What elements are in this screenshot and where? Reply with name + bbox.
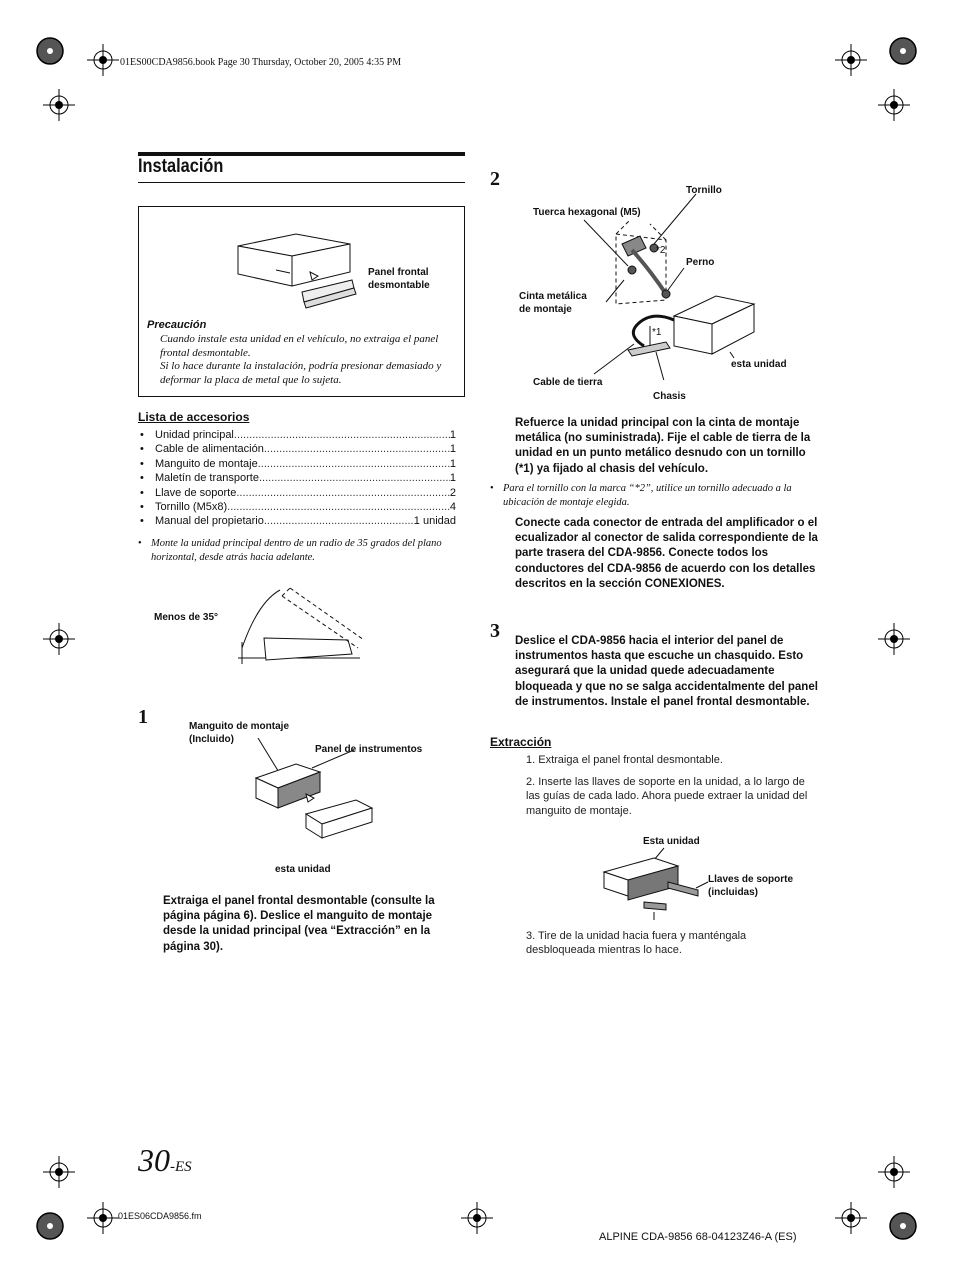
accessory-item bbox=[140, 457, 456, 471]
accessories-heading: Lista de accesorios bbox=[138, 410, 250, 424]
step-2-number: 2 bbox=[490, 168, 500, 190]
step-3-text: Deslice el CDA-9856 hacia el interior del panel de instrumentos hasta que escuche un chasquido. Esto asegurará que la unidad quede adecuadamente bloqueada y que no se salga accidentalmente del panel de instrumentos. Instale el panel frontal desmontable. bbox=[515, 635, 818, 708]
step-2-note: • Para el tornillo con la marca “*2”, utilice un tornillo adecuado a la ubicación de montaje elegida. bbox=[490, 483, 792, 508]
accessory-qty: 1 unidad bbox=[413, 515, 456, 528]
leader-dots bbox=[258, 457, 450, 471]
extraction-heading: Extracción bbox=[490, 735, 552, 749]
leader-dots bbox=[227, 500, 450, 514]
file-name: 01ES06CDA9856.fm bbox=[118, 1211, 202, 1221]
leader-dots bbox=[264, 442, 450, 456]
accessory-name: Manguito de montaje bbox=[155, 457, 258, 470]
accessory-name: Llave de soporte bbox=[155, 486, 237, 499]
accessory-item bbox=[140, 442, 456, 456]
precaution-text: Cuando instale esta unidad en el vehículo, no extraiga el panel frontal desmontable. Si lo hace durante la instalación, podría presionar demasiado y deformar la placa de metal que lo sujeta. bbox=[160, 333, 442, 386]
strap-label: Cinta metálica de montaje bbox=[519, 291, 587, 315]
accessory-qty: 1 bbox=[449, 443, 456, 456]
extraction-step-2: 2. Inserte las llaves de soporte en la unidad, a lo largo de las guías de cada lado. Ahora puede extraer la unidad del manguito de montaje. bbox=[526, 776, 808, 817]
title-rule bbox=[138, 182, 465, 183]
leader-dots bbox=[264, 514, 414, 528]
page-number bbox=[138, 1142, 192, 1179]
front-panel-label: Panel frontal desmontable bbox=[368, 267, 430, 291]
step-2-text-b: Conecte cada conector de entrada del amplificador o el ecualizador al conector de salida correspondiente de la parte trasera del CDA-9856. Conecte todos los conductores del CDA-9856 de acuerdo con los detalles descritos en la sección CONEXIONES. bbox=[515, 517, 818, 590]
book-header-line: 01ES00CDA9856.book Page 30 Thursday, October 20, 2005 4:35 PM bbox=[120, 57, 402, 68]
bullet: • bbox=[140, 457, 144, 470]
accessory-name: Tornillo (M5x8) bbox=[155, 501, 228, 514]
angle-figure bbox=[228, 582, 368, 672]
nut-label: Tuerca hexagonal (M5) bbox=[533, 207, 641, 218]
leader-dots bbox=[259, 471, 450, 485]
bullet: • bbox=[140, 443, 144, 456]
screw-label: Tornillo bbox=[686, 185, 722, 196]
accessory-item bbox=[140, 428, 456, 442]
sleeve-figure bbox=[248, 738, 388, 848]
step-1-number: 1 bbox=[138, 706, 148, 728]
bullet: • bbox=[140, 515, 144, 528]
accessories-list bbox=[140, 428, 456, 529]
accessory-name: Unidad principal bbox=[155, 429, 234, 441]
angle-note: • Monte la unidad principal dentro de un radio de 35 grados del plano horizontal, desde atrás hacia adelante. bbox=[138, 538, 442, 563]
extraction-step-3: 3. Tire de la unidad hacia fuera y manténgala desbloqueada mientras lo hace. bbox=[526, 930, 747, 957]
angle-label: Menos de 35° bbox=[154, 612, 219, 623]
accessory-qty: 1 bbox=[449, 472, 456, 485]
leader-dots bbox=[234, 428, 450, 442]
dashboard-label: Panel de instrumentos bbox=[315, 744, 423, 755]
accessory-qty: 2 bbox=[449, 486, 456, 499]
front-panel-figure bbox=[232, 224, 362, 314]
accessory-qty: 1 bbox=[449, 429, 456, 441]
bullet: • bbox=[140, 472, 144, 485]
accessory-item bbox=[140, 486, 456, 500]
accessory-item bbox=[140, 514, 456, 528]
mark-2: *2 bbox=[656, 245, 666, 256]
strap-figure bbox=[570, 190, 820, 380]
extraction-figure bbox=[598, 846, 718, 936]
accessory-name: Cable de alimentación bbox=[155, 443, 264, 456]
extraction-step-1: 1. Extraiga el panel frontal desmontable. bbox=[526, 754, 723, 766]
bullet: • bbox=[140, 429, 144, 441]
mark-1: *1 bbox=[652, 327, 662, 338]
accessory-name: Maletín de transporte bbox=[155, 472, 259, 485]
chassis-label: Chasis bbox=[653, 391, 686, 402]
unit-label-step1: esta unidad bbox=[275, 864, 331, 875]
bolt-label: Perno bbox=[686, 257, 715, 268]
page-number-suffix: -ES bbox=[170, 1159, 192, 1175]
step-3-number: 3 bbox=[490, 620, 500, 642]
accessory-item bbox=[140, 471, 456, 485]
accessory-qty: 4 bbox=[449, 501, 456, 514]
ground-label: Cable de tierra bbox=[533, 377, 603, 388]
precaution-title: Precaución bbox=[147, 319, 207, 331]
footer-text: ALPINE CDA-9856 68-04123Z46-A (ES) bbox=[599, 1231, 797, 1243]
step-2-text-a: Refuerce la unidad principal con la cinta de montaje metálica (no suministrada). Fije el cable de tierra de la unidad en un punto metálico desnudo con un tornillo (*1) ya fijado al chasis del vehículo. bbox=[515, 417, 811, 475]
leader-dots bbox=[236, 486, 450, 500]
section-title: Instalación bbox=[138, 156, 224, 177]
extraction-keys-label: Llaves de soporte (incluidas) bbox=[708, 874, 794, 898]
step-1-text: Extraiga el panel frontal desmontable (consulte la página página 6). Deslice el manguito de montaje desde la unidad principal (vea “Extracción” en la página 30). bbox=[163, 895, 435, 953]
extraction-unit-label: Esta unidad bbox=[643, 836, 700, 847]
unit-label-step2: esta unidad bbox=[731, 359, 787, 370]
bullet: • bbox=[140, 501, 144, 514]
accessory-name: Manual del propietario bbox=[155, 515, 264, 528]
bullet: • bbox=[140, 486, 144, 499]
accessory-item bbox=[140, 500, 456, 514]
page-number-value: 30 bbox=[138, 1142, 170, 1178]
accessory-qty: 1 bbox=[449, 457, 456, 470]
sleeve-label: Manguito de montaje (Incluido) bbox=[189, 721, 289, 745]
